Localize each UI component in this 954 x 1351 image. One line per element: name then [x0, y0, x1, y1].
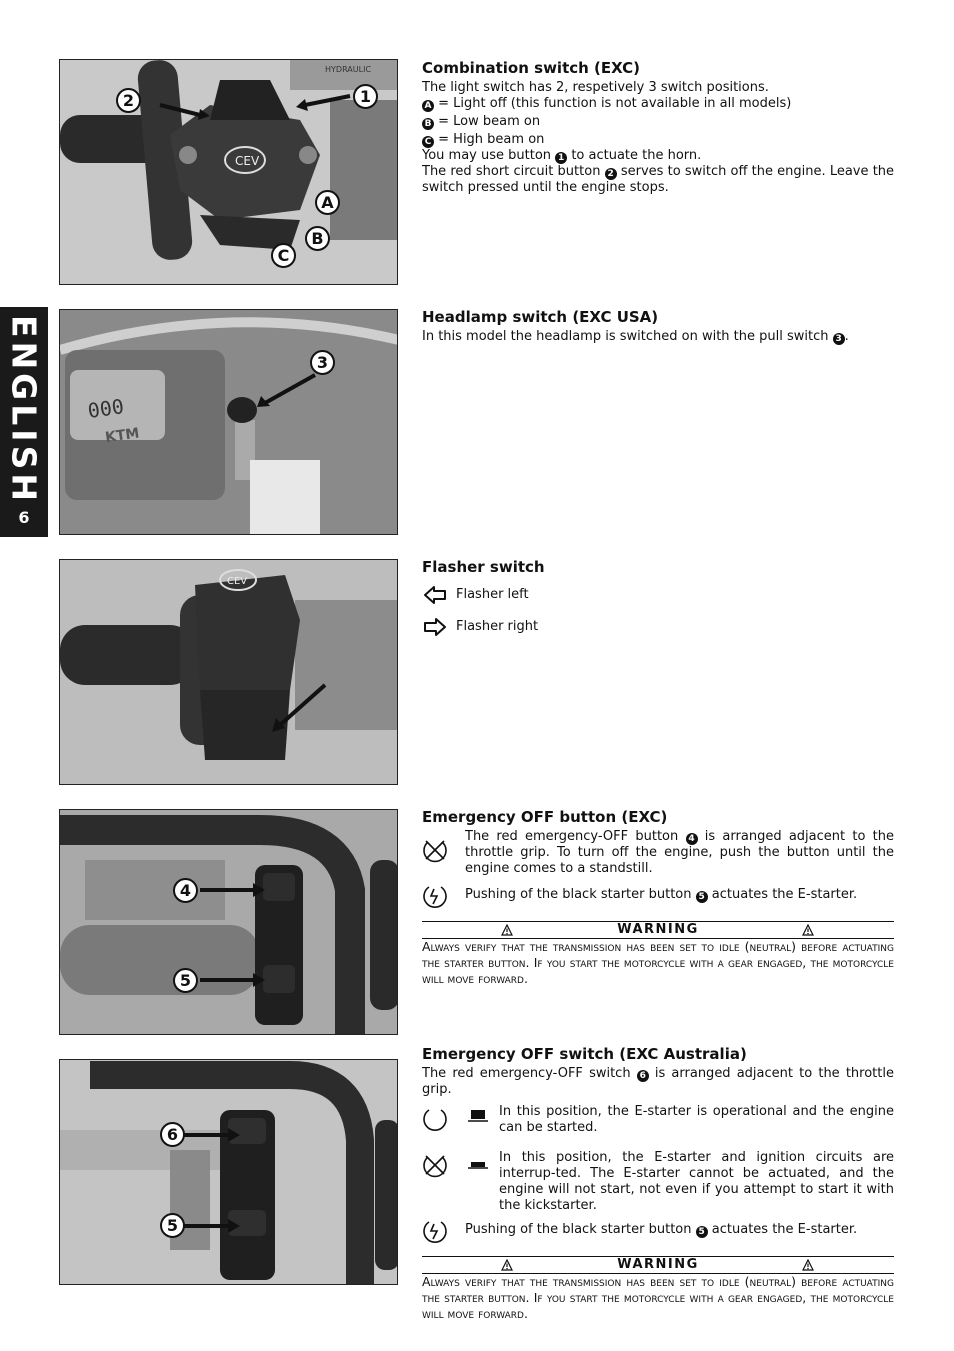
position-run-row — [422, 1104, 894, 1140]
page-number: 6 — [18, 508, 30, 527]
arrow-left-icon — [424, 585, 446, 605]
switch-down-icon — [468, 1156, 488, 1170]
text-line: The light switch has 2, respetively 3 switch positions. — [422, 80, 769, 95]
flasher-right-label: Flasher right — [456, 619, 539, 634]
marker-2: 2 — [605, 168, 617, 180]
svg-text:CEV: CEV — [227, 576, 248, 587]
arrow-right-icon — [424, 617, 446, 637]
warning-icon — [802, 924, 814, 936]
flasher-left-row — [422, 585, 894, 617]
marker-1: 1 — [555, 152, 567, 164]
marker-b: B — [422, 118, 434, 130]
combination-switch-photo — [59, 59, 398, 285]
warning-icon — [802, 1259, 814, 1271]
section-title: Flasher switch — [422, 558, 545, 576]
callout-b: B — [305, 226, 330, 251]
starter-icon — [422, 1218, 448, 1244]
emergency-off-row: The red emergency-OFF button 4 is arranged adjacent to the throttle grip. To turn off the engine, push the button until the engine comes to a standstill. — [422, 829, 894, 879]
callout-6: 6 — [160, 1122, 185, 1147]
marker-5: 5 — [696, 1226, 708, 1238]
emergency-button-photo — [59, 809, 398, 1035]
section-title: Combination switch (EXC) — [422, 59, 641, 77]
callout-5b: 5 — [160, 1213, 185, 1238]
warning-title: WARNING — [617, 922, 699, 937]
text-line: B = Low beam on — [422, 114, 894, 130]
text-line: In this model the headlamp is switched on with the pull switch 3 . — [422, 329, 849, 344]
marker-6: 6 — [637, 1070, 649, 1082]
svg-text:KTM: KTM — [104, 425, 141, 446]
text-line: C = High beam on — [422, 132, 894, 148]
callout-a: A — [315, 190, 340, 215]
section-title: Headlamp switch (EXC USA) — [422, 308, 659, 326]
section-emergency-button — [422, 808, 894, 987]
marker-5: 5 — [696, 891, 708, 903]
headlamp-switch-photo — [59, 309, 398, 535]
section-title: Emergency OFF switch (EXC Australia) — [422, 1045, 747, 1063]
run-position-icon — [422, 1106, 448, 1132]
callout-2: 2 — [116, 88, 141, 113]
flasher-switch-photo — [59, 559, 398, 785]
marker-a: A — [422, 100, 434, 112]
emergency-off-icon — [422, 1152, 448, 1178]
starter-icon — [422, 883, 448, 909]
callout-4: 4 — [173, 878, 198, 903]
flasher-right-row — [422, 617, 894, 641]
section-combination-switch — [422, 59, 894, 196]
callout-c: C — [271, 243, 296, 268]
position-run-text: In this position, the E-starter is operational and the engine can be started. — [499, 1104, 894, 1135]
text-line: The red short circuit button 2 serves to switch off the engine. Leave the switch pressed until the engine stops. — [422, 164, 895, 195]
starter-row: Pushing of the black starter button 5 actuates the E-starter. — [422, 1222, 894, 1250]
svg-text:CEV: CEV — [235, 154, 260, 168]
emergency-switch-photo — [59, 1059, 398, 1285]
switch-up-icon — [468, 1109, 488, 1123]
marker-4: 4 — [686, 833, 698, 845]
warning-bar — [422, 921, 894, 939]
svg-text:HYDRAULIC: HYDRAULIC — [325, 65, 372, 74]
section-title: Emergency OFF button (EXC) — [422, 808, 668, 826]
svg-text:000: 000 — [86, 394, 126, 423]
text-line: You may use button 1 to actuate the horn. — [422, 148, 702, 163]
marker-c: C — [422, 136, 434, 148]
callout-1: 1 — [353, 84, 378, 109]
text-line: The red emergency-OFF switch 6 is arranged adjacent to the throttle grip. — [422, 1066, 894, 1097]
callout-3: 3 — [310, 350, 335, 375]
marker-3: 3 — [833, 333, 845, 345]
section-headlamp-switch — [422, 308, 894, 345]
callout-5: 5 — [173, 968, 198, 993]
section-flasher-switch — [422, 558, 894, 641]
language-label: ENGLISH — [4, 315, 44, 505]
starter-row: Pushing of the black starter button 5 actuates the E-starter. — [422, 887, 894, 915]
warning-text: Always verify that the transmission has been set to idle (neutral) before actuating the starter button. If you start the motorcycle with a gear engaged, the motorcycle will move forward. — [422, 939, 894, 986]
warning-title: WARNING — [617, 1257, 699, 1272]
warning-bar — [422, 1256, 894, 1274]
flasher-left-label: Flasher left — [456, 587, 529, 602]
position-off-row — [422, 1150, 894, 1214]
section-emergency-switch — [422, 1045, 894, 1322]
emergency-off-icon — [422, 837, 448, 863]
text-line: A = Light off (this function is not available in all models) — [422, 96, 894, 112]
warning-text: Always verify that the transmission has been set to idle (neutral) before actuating the starter button. If you start the motorcycle with a gear engaged, the motorcycle will move forward. — [422, 1274, 894, 1321]
position-off-text: In this position, the E-starter and ignition circuits are interrup-ted. The E-starter cannot be actuated, and the engine will not start, not even if you attempt to start it with the kickstarter. — [499, 1150, 894, 1213]
